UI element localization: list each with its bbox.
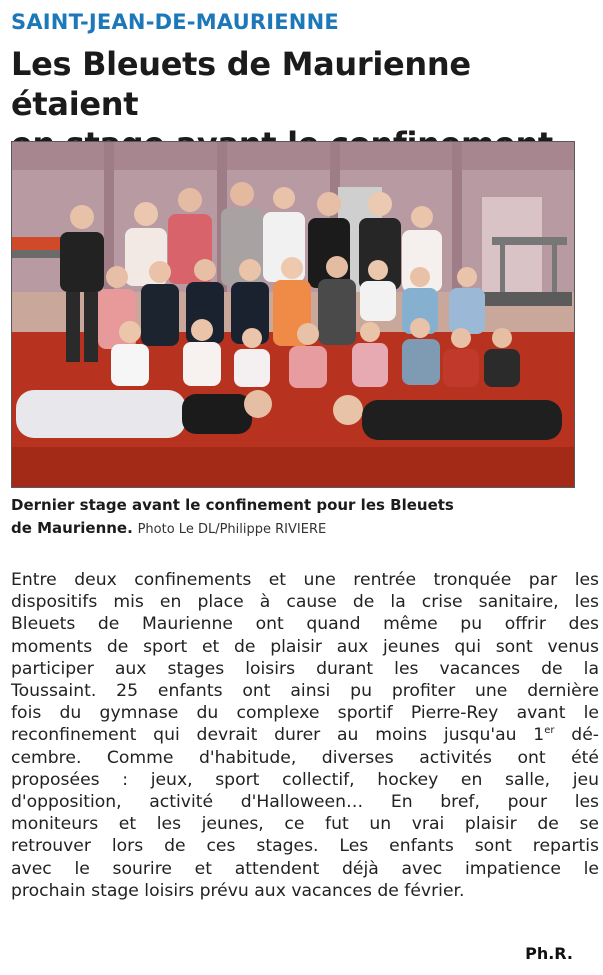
body-line-with-superscript [11,724,599,746]
body-line: dispositifs mis en place à cause de la crise sanitaire, les [11,592,599,613]
body-line: retrouver lors de ces stages. Les enfants sont repartis [11,836,599,857]
photo-caption [11,494,596,541]
body-line-text: reconfinement qui devrait durer au moins jusqu'au 1 [11,725,545,746]
body-line: moniteurs et les jeunes, ce fut un vrai plaisir de se [11,814,599,835]
body-line: cembre. Comme d'habitude, diverses activités ont été [11,747,599,768]
body-line: d'opposition, activité d'Halloween… En bref, pour les [11,792,599,813]
article-body [11,569,599,902]
author-signature: Ph.R. [525,944,573,963]
body-line: Bleuets de Maurienne ont quand même pu offrir des [11,614,599,635]
body-line: avec le sourire et attendent déjà avec impatience le [11,858,599,879]
body-line-tail: dé- [554,725,599,746]
kicker: SAINT-JEAN-DE-MAURIENNE [11,10,339,34]
body-line: Entre deux confinements et une rentrée tronquée par les [11,570,599,590]
caption-bold-line-1: Dernier stage avant le confinement pour les Bleuets [11,496,454,514]
group-photo-illustration [12,142,574,487]
body-line: moments de sport et de plaisir aux jeunes qui sont venus [11,636,599,657]
group-photo [11,141,575,488]
body-line: fois du gymnase du complexe sportif Pierre-Rey avant le [11,703,599,724]
photo-credit: Photo Le DL/Philippe RIVIERE [137,522,327,537]
body-line: proposées : jeux, sport collectif, hockey en salle, jeu [11,769,599,790]
headline-line-1: Les Bleuets de Maurienne étaient [11,45,471,123]
ordinal-superscript: er [544,725,555,737]
body-line: participer aux stages loisirs durant les vacances de la [11,658,599,679]
body-line: Toussaint. 25 enfants ont ainsi pu profiter une dernière [11,681,599,702]
body-line: prochain stage loisirs prévu aux vacances de février. [11,880,465,901]
caption-bold-line-2: de Maurienne. [11,519,133,537]
